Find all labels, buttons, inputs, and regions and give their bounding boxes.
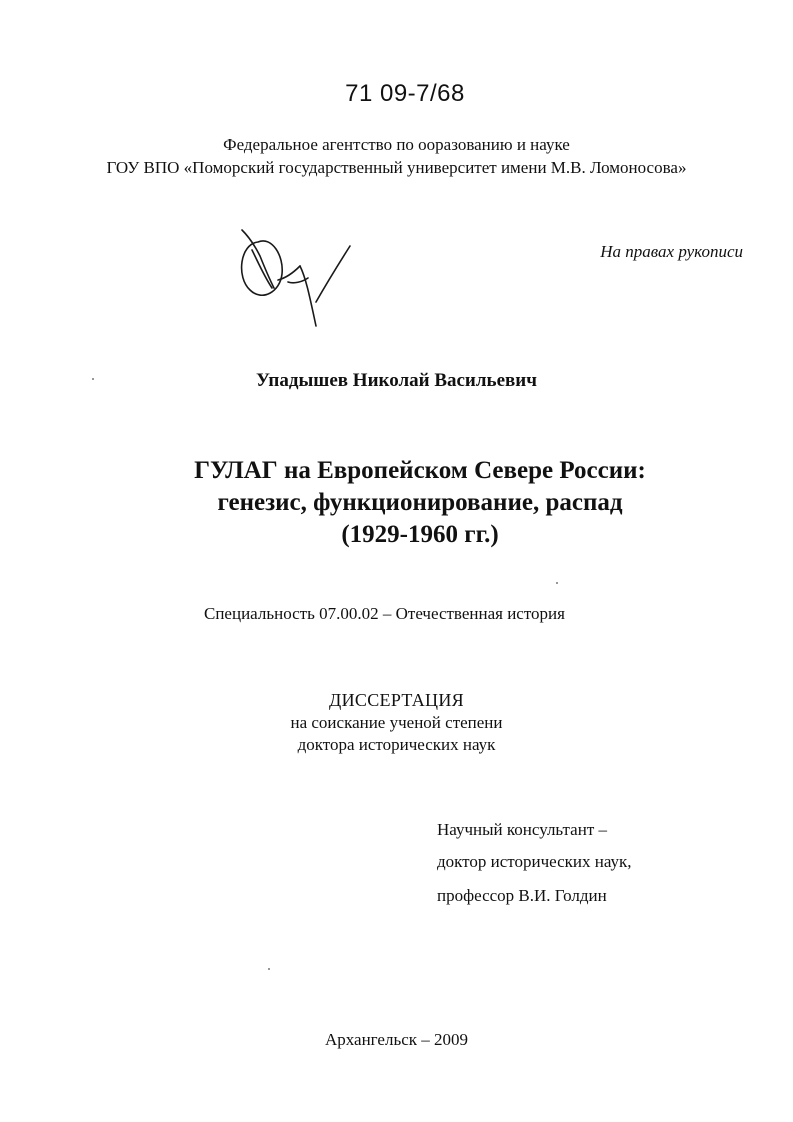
signature-stroke bbox=[242, 230, 274, 288]
specialty-line: Специальность 07.00.02 – Отечественная история bbox=[204, 604, 565, 623]
scan-speck bbox=[92, 378, 94, 380]
title-line: генезис, функционирование, распад bbox=[217, 489, 623, 516]
city-year: Архангельск – 2009 bbox=[324, 1030, 469, 1049]
signature-stroke bbox=[252, 250, 272, 288]
title-line: (1929-1960 гг.) bbox=[341, 521, 499, 548]
dissertation-label: ДИССЕРТАЦИЯ bbox=[329, 690, 464, 710]
degree-line: доктора исторических наук bbox=[297, 735, 496, 754]
scan-speck bbox=[268, 968, 270, 970]
agency-name: Федеральное агентство по ооразованию и науке bbox=[223, 135, 570, 154]
handwritten-signature bbox=[228, 222, 368, 332]
dissertation-title bbox=[120, 455, 720, 551]
university-name: ГОУ ВПО «Поморский государственный университет имени М.В. Ломоносова» bbox=[106, 158, 687, 177]
signature-stroke bbox=[242, 241, 283, 295]
scan-speck bbox=[556, 582, 558, 584]
advisor-name: профессор В.И. Голдин bbox=[437, 886, 607, 905]
title-line: ГУЛАГ на Европейском Севере России: bbox=[194, 457, 646, 484]
signature-stroke bbox=[300, 266, 316, 326]
advisor-degree: доктор исторических наук, bbox=[437, 852, 632, 871]
manuscript-note: На правах рукописи bbox=[600, 242, 743, 261]
degree-line: на соискание ученой степени bbox=[290, 713, 503, 732]
author-name: Упадышев Николай Васильевич bbox=[256, 370, 537, 391]
signature-stroke bbox=[316, 246, 350, 302]
advisor-role: Научный консультант – bbox=[437, 820, 607, 839]
catalog-number: 71 09-7/68 bbox=[345, 80, 465, 107]
